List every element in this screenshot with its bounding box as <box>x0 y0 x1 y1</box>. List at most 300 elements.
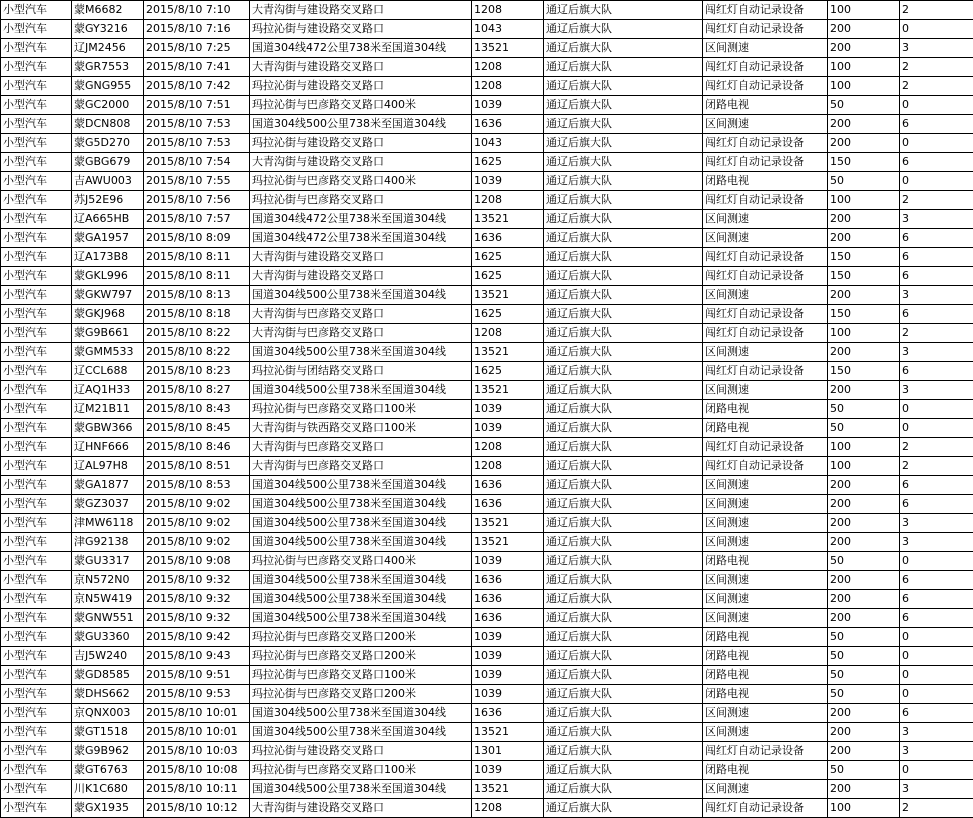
violation-code-cell[interactable]: 13521 <box>472 533 544 552</box>
vehicle-type-cell[interactable]: 小型汽车 <box>1 495 72 514</box>
location-cell[interactable]: 国道304线500公里738米至国道304线 <box>250 571 472 590</box>
vehicle-type-cell[interactable]: 小型汽车 <box>1 704 72 723</box>
violation-code-cell[interactable]: 1625 <box>472 153 544 172</box>
device-type-cell[interactable]: 区间测速 <box>703 495 828 514</box>
department-cell[interactable]: 通辽后旗大队 <box>544 400 703 419</box>
vehicle-type-cell[interactable]: 小型汽车 <box>1 457 72 476</box>
location-cell[interactable]: 玛拉沁街与建设路交叉路口 <box>250 20 472 39</box>
points-cell[interactable]: 0 <box>900 134 973 153</box>
location-cell[interactable]: 国道304线500公里738米至国道304线 <box>250 381 472 400</box>
location-cell[interactable]: 大青沟街与建设路交叉路口 <box>250 58 472 77</box>
device-type-cell[interactable]: 闭路电视 <box>703 552 828 571</box>
device-type-cell[interactable]: 闭路电视 <box>703 761 828 780</box>
vehicle-type-cell[interactable]: 小型汽车 <box>1 476 72 495</box>
violation-code-cell[interactable]: 1039 <box>472 172 544 191</box>
department-cell[interactable]: 通辽后旗大队 <box>544 115 703 134</box>
violation-code-cell[interactable]: 1636 <box>472 590 544 609</box>
datetime-cell[interactable]: 2015/8/10 9:43 <box>144 647 250 666</box>
fine-amount-cell[interactable]: 50 <box>828 628 900 647</box>
vehicle-type-cell[interactable]: 小型汽车 <box>1 571 72 590</box>
fine-amount-cell[interactable]: 50 <box>828 552 900 571</box>
violation-code-cell[interactable]: 1039 <box>472 647 544 666</box>
points-cell[interactable]: 3 <box>900 39 973 58</box>
vehicle-type-cell[interactable]: 小型汽车 <box>1 267 72 286</box>
datetime-cell[interactable]: 2015/8/10 9:02 <box>144 533 250 552</box>
fine-amount-cell[interactable]: 200 <box>828 343 900 362</box>
fine-amount-cell[interactable]: 100 <box>828 191 900 210</box>
department-cell[interactable]: 通辽后旗大队 <box>544 457 703 476</box>
plate-number-cell[interactable]: 辽AQ1H33 <box>72 381 144 400</box>
fine-amount-cell[interactable]: 100 <box>828 799 900 818</box>
vehicle-type-cell[interactable]: 小型汽车 <box>1 248 72 267</box>
violation-code-cell[interactable]: 1208 <box>472 77 544 96</box>
plate-number-cell[interactable]: 辽JM2456 <box>72 39 144 58</box>
points-cell[interactable]: 0 <box>900 666 973 685</box>
device-type-cell[interactable]: 闭路电视 <box>703 96 828 115</box>
datetime-cell[interactable]: 2015/8/10 7:55 <box>144 172 250 191</box>
vehicle-type-cell[interactable]: 小型汽车 <box>1 723 72 742</box>
department-cell[interactable]: 通辽后旗大队 <box>544 514 703 533</box>
points-cell[interactable]: 0 <box>900 647 973 666</box>
datetime-cell[interactable]: 2015/8/10 8:22 <box>144 343 250 362</box>
fine-amount-cell[interactable]: 100 <box>828 77 900 96</box>
department-cell[interactable]: 通辽后旗大队 <box>544 723 703 742</box>
plate-number-cell[interactable]: 蒙GR7553 <box>72 58 144 77</box>
vehicle-type-cell[interactable]: 小型汽车 <box>1 115 72 134</box>
plate-number-cell[interactable]: 蒙GU3317 <box>72 552 144 571</box>
plate-number-cell[interactable]: 吉J5W240 <box>72 647 144 666</box>
location-cell[interactable]: 大青沟街与建设路交叉路口 <box>250 153 472 172</box>
location-cell[interactable]: 国道304线500公里738米至国道304线 <box>250 476 472 495</box>
violation-code-cell[interactable]: 1208 <box>472 457 544 476</box>
datetime-cell[interactable]: 2015/8/10 7:42 <box>144 77 250 96</box>
vehicle-type-cell[interactable]: 小型汽车 <box>1 39 72 58</box>
device-type-cell[interactable]: 区间测速 <box>703 723 828 742</box>
points-cell[interactable]: 2 <box>900 58 973 77</box>
plate-number-cell[interactable]: 川K1C680 <box>72 780 144 799</box>
datetime-cell[interactable]: 2015/8/10 7:53 <box>144 134 250 153</box>
location-cell[interactable]: 国道304线500公里738米至国道304线 <box>250 115 472 134</box>
department-cell[interactable]: 通辽后旗大队 <box>544 305 703 324</box>
plate-number-cell[interactable]: 蒙G9B962 <box>72 742 144 761</box>
vehicle-type-cell[interactable]: 小型汽车 <box>1 324 72 343</box>
vehicle-type-cell[interactable]: 小型汽车 <box>1 666 72 685</box>
device-type-cell[interactable]: 区间测速 <box>703 476 828 495</box>
points-cell[interactable]: 6 <box>900 115 973 134</box>
violation-code-cell[interactable]: 1636 <box>472 571 544 590</box>
department-cell[interactable]: 通辽后旗大队 <box>544 647 703 666</box>
device-type-cell[interactable]: 闭路电视 <box>703 419 828 438</box>
fine-amount-cell[interactable]: 200 <box>828 609 900 628</box>
points-cell[interactable]: 0 <box>900 552 973 571</box>
fine-amount-cell[interactable]: 200 <box>828 134 900 153</box>
location-cell[interactable]: 玛拉沁街与建设路交叉路口 <box>250 134 472 153</box>
fine-amount-cell[interactable]: 200 <box>828 590 900 609</box>
vehicle-type-cell[interactable]: 小型汽车 <box>1 552 72 571</box>
location-cell[interactable]: 玛拉沁街与巴彦路交叉路口200米 <box>250 628 472 647</box>
fine-amount-cell[interactable]: 50 <box>828 400 900 419</box>
fine-amount-cell[interactable]: 200 <box>828 742 900 761</box>
department-cell[interactable]: 通辽后旗大队 <box>544 286 703 305</box>
fine-amount-cell[interactable]: 200 <box>828 495 900 514</box>
datetime-cell[interactable]: 2015/8/10 7:54 <box>144 153 250 172</box>
violation-code-cell[interactable]: 13521 <box>472 381 544 400</box>
location-cell[interactable]: 国道304线472公里738米至国道304线 <box>250 210 472 229</box>
datetime-cell[interactable]: 2015/8/10 9:02 <box>144 495 250 514</box>
points-cell[interactable]: 0 <box>900 419 973 438</box>
plate-number-cell[interactable]: 蒙GBG679 <box>72 153 144 172</box>
points-cell[interactable]: 3 <box>900 286 973 305</box>
violation-code-cell[interactable]: 1039 <box>472 666 544 685</box>
fine-amount-cell[interactable]: 100 <box>828 324 900 343</box>
location-cell[interactable]: 国道304线500公里738米至国道304线 <box>250 533 472 552</box>
violation-code-cell[interactable]: 1625 <box>472 267 544 286</box>
violation-code-cell[interactable]: 1636 <box>472 704 544 723</box>
plate-number-cell[interactable]: 蒙M6682 <box>72 1 144 20</box>
department-cell[interactable]: 通辽后旗大队 <box>544 761 703 780</box>
fine-amount-cell[interactable]: 100 <box>828 58 900 77</box>
plate-number-cell[interactable]: 辽A173B8 <box>72 248 144 267</box>
department-cell[interactable]: 通辽后旗大队 <box>544 134 703 153</box>
fine-amount-cell[interactable]: 100 <box>828 1 900 20</box>
points-cell[interactable]: 6 <box>900 476 973 495</box>
fine-amount-cell[interactable]: 200 <box>828 381 900 400</box>
fine-amount-cell[interactable]: 200 <box>828 704 900 723</box>
points-cell[interactable]: 6 <box>900 571 973 590</box>
points-cell[interactable]: 3 <box>900 723 973 742</box>
points-cell[interactable]: 6 <box>900 609 973 628</box>
device-type-cell[interactable]: 区间测速 <box>703 704 828 723</box>
location-cell[interactable]: 玛拉沁街与建设路交叉路口 <box>250 742 472 761</box>
fine-amount-cell[interactable]: 200 <box>828 476 900 495</box>
datetime-cell[interactable]: 2015/8/10 8:45 <box>144 419 250 438</box>
datetime-cell[interactable]: 2015/8/10 7:56 <box>144 191 250 210</box>
device-type-cell[interactable]: 闯红灯自动记录设备 <box>703 799 828 818</box>
fine-amount-cell[interactable]: 100 <box>828 457 900 476</box>
department-cell[interactable]: 通辽后旗大队 <box>544 248 703 267</box>
points-cell[interactable]: 0 <box>900 172 973 191</box>
datetime-cell[interactable]: 2015/8/10 9:32 <box>144 609 250 628</box>
device-type-cell[interactable]: 闯红灯自动记录设备 <box>703 191 828 210</box>
device-type-cell[interactable]: 区间测速 <box>703 286 828 305</box>
plate-number-cell[interactable]: 苏J52E96 <box>72 191 144 210</box>
fine-amount-cell[interactable]: 200 <box>828 571 900 590</box>
points-cell[interactable]: 0 <box>900 400 973 419</box>
plate-number-cell[interactable]: 蒙GKJ968 <box>72 305 144 324</box>
vehicle-type-cell[interactable]: 小型汽车 <box>1 799 72 818</box>
location-cell[interactable]: 国道304线500公里738米至国道304线 <box>250 514 472 533</box>
points-cell[interactable]: 2 <box>900 457 973 476</box>
device-type-cell[interactable]: 闯红灯自动记录设备 <box>703 58 828 77</box>
department-cell[interactable]: 通辽后旗大队 <box>544 571 703 590</box>
violation-code-cell[interactable]: 1636 <box>472 495 544 514</box>
department-cell[interactable]: 通辽后旗大队 <box>544 476 703 495</box>
datetime-cell[interactable]: 2015/8/10 8:51 <box>144 457 250 476</box>
department-cell[interactable]: 通辽后旗大队 <box>544 438 703 457</box>
device-type-cell[interactable]: 闯红灯自动记录设备 <box>703 438 828 457</box>
points-cell[interactable]: 2 <box>900 77 973 96</box>
violation-code-cell[interactable]: 1208 <box>472 1 544 20</box>
plate-number-cell[interactable]: 京N572N0 <box>72 571 144 590</box>
datetime-cell[interactable]: 2015/8/10 10:11 <box>144 780 250 799</box>
device-type-cell[interactable]: 闭路电视 <box>703 666 828 685</box>
plate-number-cell[interactable]: 蒙DHS662 <box>72 685 144 704</box>
fine-amount-cell[interactable]: 200 <box>828 533 900 552</box>
violation-code-cell[interactable]: 1039 <box>472 400 544 419</box>
department-cell[interactable]: 通辽后旗大队 <box>544 39 703 58</box>
department-cell[interactable]: 通辽后旗大队 <box>544 609 703 628</box>
fine-amount-cell[interactable]: 50 <box>828 666 900 685</box>
device-type-cell[interactable]: 闭路电视 <box>703 647 828 666</box>
device-type-cell[interactable]: 闯红灯自动记录设备 <box>703 1 828 20</box>
violation-code-cell[interactable]: 1208 <box>472 799 544 818</box>
device-type-cell[interactable]: 区间测速 <box>703 780 828 799</box>
department-cell[interactable]: 通辽后旗大队 <box>544 153 703 172</box>
device-type-cell[interactable]: 区间测速 <box>703 571 828 590</box>
device-type-cell[interactable]: 区间测速 <box>703 39 828 58</box>
datetime-cell[interactable]: 2015/8/10 9:32 <box>144 571 250 590</box>
plate-number-cell[interactable]: 蒙GT6763 <box>72 761 144 780</box>
department-cell[interactable]: 通辽后旗大队 <box>544 267 703 286</box>
violation-code-cell[interactable]: 13521 <box>472 723 544 742</box>
points-cell[interactable]: 0 <box>900 685 973 704</box>
points-cell[interactable]: 3 <box>900 343 973 362</box>
violation-code-cell[interactable]: 1208 <box>472 438 544 457</box>
vehicle-type-cell[interactable]: 小型汽车 <box>1 77 72 96</box>
fine-amount-cell[interactable]: 150 <box>828 248 900 267</box>
violation-code-cell[interactable]: 1039 <box>472 628 544 647</box>
plate-number-cell[interactable]: 辽HNF666 <box>72 438 144 457</box>
department-cell[interactable]: 通辽后旗大队 <box>544 799 703 818</box>
department-cell[interactable]: 通辽后旗大队 <box>544 685 703 704</box>
violation-code-cell[interactable]: 1043 <box>472 20 544 39</box>
device-type-cell[interactable]: 区间测速 <box>703 381 828 400</box>
datetime-cell[interactable]: 2015/8/10 8:18 <box>144 305 250 324</box>
vehicle-type-cell[interactable]: 小型汽车 <box>1 742 72 761</box>
datetime-cell[interactable]: 2015/8/10 9:02 <box>144 514 250 533</box>
plate-number-cell[interactable]: 蒙GKW797 <box>72 286 144 305</box>
location-cell[interactable]: 玛拉沁街与巴彦路交叉路口 <box>250 191 472 210</box>
vehicle-type-cell[interactable]: 小型汽车 <box>1 514 72 533</box>
points-cell[interactable]: 0 <box>900 96 973 115</box>
department-cell[interactable]: 通辽后旗大队 <box>544 96 703 115</box>
vehicle-type-cell[interactable]: 小型汽车 <box>1 590 72 609</box>
device-type-cell[interactable]: 闯红灯自动记录设备 <box>703 20 828 39</box>
location-cell[interactable]: 玛拉沁街与巴彦路交叉路口100米 <box>250 400 472 419</box>
violation-code-cell[interactable]: 1039 <box>472 552 544 571</box>
fine-amount-cell[interactable]: 200 <box>828 286 900 305</box>
fine-amount-cell[interactable]: 50 <box>828 96 900 115</box>
department-cell[interactable]: 通辽后旗大队 <box>544 229 703 248</box>
points-cell[interactable]: 6 <box>900 267 973 286</box>
violation-code-cell[interactable]: 1039 <box>472 761 544 780</box>
device-type-cell[interactable]: 闯红灯自动记录设备 <box>703 457 828 476</box>
points-cell[interactable]: 3 <box>900 381 973 400</box>
department-cell[interactable]: 通辽后旗大队 <box>544 191 703 210</box>
datetime-cell[interactable]: 2015/8/10 7:10 <box>144 1 250 20</box>
datetime-cell[interactable]: 2015/8/10 7:16 <box>144 20 250 39</box>
location-cell[interactable]: 国道304线500公里738米至国道304线 <box>250 343 472 362</box>
vehicle-type-cell[interactable]: 小型汽车 <box>1 58 72 77</box>
department-cell[interactable]: 通辽后旗大队 <box>544 419 703 438</box>
fine-amount-cell[interactable]: 150 <box>828 362 900 381</box>
violation-code-cell[interactable]: 13521 <box>472 210 544 229</box>
location-cell[interactable]: 玛拉沁街与巴彦路交叉路口400米 <box>250 96 472 115</box>
violation-code-cell[interactable]: 1043 <box>472 134 544 153</box>
device-type-cell[interactable]: 区间测速 <box>703 533 828 552</box>
vehicle-type-cell[interactable]: 小型汽车 <box>1 438 72 457</box>
vehicle-type-cell[interactable]: 小型汽车 <box>1 628 72 647</box>
department-cell[interactable]: 通辽后旗大队 <box>544 77 703 96</box>
fine-amount-cell[interactable]: 200 <box>828 780 900 799</box>
plate-number-cell[interactable]: 蒙GX1935 <box>72 799 144 818</box>
vehicle-type-cell[interactable]: 小型汽车 <box>1 134 72 153</box>
violation-code-cell[interactable]: 1039 <box>472 96 544 115</box>
fine-amount-cell[interactable]: 50 <box>828 419 900 438</box>
datetime-cell[interactable]: 2015/8/10 7:25 <box>144 39 250 58</box>
datetime-cell[interactable]: 2015/8/10 8:13 <box>144 286 250 305</box>
violation-code-cell[interactable]: 13521 <box>472 780 544 799</box>
points-cell[interactable]: 2 <box>900 1 973 20</box>
department-cell[interactable]: 通辽后旗大队 <box>544 495 703 514</box>
plate-number-cell[interactable]: 津MW6118 <box>72 514 144 533</box>
department-cell[interactable]: 通辽后旗大队 <box>544 381 703 400</box>
plate-number-cell[interactable]: 蒙GY3216 <box>72 20 144 39</box>
fine-amount-cell[interactable]: 200 <box>828 20 900 39</box>
vehicle-type-cell[interactable]: 小型汽车 <box>1 381 72 400</box>
plate-number-cell[interactable]: 蒙GA1877 <box>72 476 144 495</box>
location-cell[interactable]: 大青沟街与建设路交叉路口 <box>250 1 472 20</box>
fine-amount-cell[interactable]: 200 <box>828 115 900 134</box>
location-cell[interactable]: 国道304线500公里738米至国道304线 <box>250 590 472 609</box>
device-type-cell[interactable]: 闯红灯自动记录设备 <box>703 77 828 96</box>
plate-number-cell[interactable]: 京N5W419 <box>72 590 144 609</box>
datetime-cell[interactable]: 2015/8/10 8:22 <box>144 324 250 343</box>
fine-amount-cell[interactable]: 200 <box>828 514 900 533</box>
fine-amount-cell[interactable]: 200 <box>828 39 900 58</box>
datetime-cell[interactable]: 2015/8/10 10:01 <box>144 704 250 723</box>
location-cell[interactable]: 大青沟街与巴彦路交叉路口 <box>250 305 472 324</box>
plate-number-cell[interactable]: 津G92138 <box>72 533 144 552</box>
vehicle-type-cell[interactable]: 小型汽车 <box>1 20 72 39</box>
location-cell[interactable]: 玛拉沁街与巴彦路交叉路口100米 <box>250 761 472 780</box>
vehicle-type-cell[interactable]: 小型汽车 <box>1 286 72 305</box>
violation-code-cell[interactable]: 1636 <box>472 115 544 134</box>
plate-number-cell[interactable]: 蒙GKL996 <box>72 267 144 286</box>
points-cell[interactable]: 3 <box>900 514 973 533</box>
department-cell[interactable]: 通辽后旗大队 <box>544 58 703 77</box>
device-type-cell[interactable]: 闯红灯自动记录设备 <box>703 248 828 267</box>
department-cell[interactable]: 通辽后旗大队 <box>544 704 703 723</box>
device-type-cell[interactable]: 闯红灯自动记录设备 <box>703 153 828 172</box>
datetime-cell[interactable]: 2015/8/10 9:53 <box>144 685 250 704</box>
plate-number-cell[interactable]: 蒙GT1518 <box>72 723 144 742</box>
location-cell[interactable]: 大青沟街与铁西路交叉路口100米 <box>250 419 472 438</box>
location-cell[interactable]: 国道304线500公里738米至国道304线 <box>250 723 472 742</box>
datetime-cell[interactable]: 2015/8/10 8:46 <box>144 438 250 457</box>
points-cell[interactable]: 2 <box>900 438 973 457</box>
vehicle-type-cell[interactable]: 小型汽车 <box>1 647 72 666</box>
plate-number-cell[interactable]: 蒙G9B661 <box>72 324 144 343</box>
vehicle-type-cell[interactable]: 小型汽车 <box>1 609 72 628</box>
fine-amount-cell[interactable]: 50 <box>828 685 900 704</box>
points-cell[interactable]: 6 <box>900 704 973 723</box>
plate-number-cell[interactable]: 蒙GZ3037 <box>72 495 144 514</box>
violation-code-cell[interactable]: 1625 <box>472 362 544 381</box>
vehicle-type-cell[interactable]: 小型汽车 <box>1 229 72 248</box>
department-cell[interactable]: 通辽后旗大队 <box>544 666 703 685</box>
plate-number-cell[interactable]: 辽AL97H8 <box>72 457 144 476</box>
vehicle-type-cell[interactable]: 小型汽车 <box>1 172 72 191</box>
datetime-cell[interactable]: 2015/8/10 8:53 <box>144 476 250 495</box>
location-cell[interactable]: 玛拉沁街与团结路交叉路口 <box>250 362 472 381</box>
plate-number-cell[interactable]: 蒙GA1957 <box>72 229 144 248</box>
location-cell[interactable]: 大青沟街与巴彦路交叉路口 <box>250 457 472 476</box>
vehicle-type-cell[interactable]: 小型汽车 <box>1 685 72 704</box>
vehicle-type-cell[interactable]: 小型汽车 <box>1 419 72 438</box>
fine-amount-cell[interactable]: 50 <box>828 172 900 191</box>
points-cell[interactable]: 2 <box>900 324 973 343</box>
datetime-cell[interactable]: 2015/8/10 9:51 <box>144 666 250 685</box>
location-cell[interactable]: 大青沟街与建设路交叉路口 <box>250 799 472 818</box>
datetime-cell[interactable]: 2015/8/10 10:08 <box>144 761 250 780</box>
location-cell[interactable]: 玛拉沁街与巴彦路交叉路口200米 <box>250 685 472 704</box>
datetime-cell[interactable]: 2015/8/10 8:43 <box>144 400 250 419</box>
datetime-cell[interactable]: 2015/8/10 7:51 <box>144 96 250 115</box>
fine-amount-cell[interactable]: 150 <box>828 153 900 172</box>
points-cell[interactable]: 6 <box>900 305 973 324</box>
datetime-cell[interactable]: 2015/8/10 10:01 <box>144 723 250 742</box>
location-cell[interactable]: 玛拉沁街与巴彦路交叉路口100米 <box>250 666 472 685</box>
location-cell[interactable]: 大青沟街与巴彦路交叉路口 <box>250 324 472 343</box>
vehicle-type-cell[interactable]: 小型汽车 <box>1 343 72 362</box>
plate-number-cell[interactable]: 蒙GNG955 <box>72 77 144 96</box>
violation-code-cell[interactable]: 1625 <box>472 248 544 267</box>
vehicle-type-cell[interactable]: 小型汽车 <box>1 153 72 172</box>
device-type-cell[interactable]: 区间测速 <box>703 229 828 248</box>
device-type-cell[interactable]: 闭路电视 <box>703 685 828 704</box>
violation-code-cell[interactable]: 13521 <box>472 286 544 305</box>
department-cell[interactable]: 通辽后旗大队 <box>544 590 703 609</box>
device-type-cell[interactable]: 闯红灯自动记录设备 <box>703 324 828 343</box>
violation-code-cell[interactable]: 1301 <box>472 742 544 761</box>
datetime-cell[interactable]: 2015/8/10 8:27 <box>144 381 250 400</box>
vehicle-type-cell[interactable]: 小型汽车 <box>1 1 72 20</box>
vehicle-type-cell[interactable]: 小型汽车 <box>1 400 72 419</box>
location-cell[interactable]: 国道304线500公里738米至国道304线 <box>250 780 472 799</box>
plate-number-cell[interactable]: 蒙GU3360 <box>72 628 144 647</box>
violation-code-cell[interactable]: 1208 <box>472 191 544 210</box>
vehicle-type-cell[interactable]: 小型汽车 <box>1 191 72 210</box>
datetime-cell[interactable]: 2015/8/10 9:42 <box>144 628 250 647</box>
device-type-cell[interactable]: 闯红灯自动记录设备 <box>703 305 828 324</box>
location-cell[interactable]: 玛拉沁街与巴彦路交叉路口200米 <box>250 647 472 666</box>
vehicle-type-cell[interactable]: 小型汽车 <box>1 761 72 780</box>
department-cell[interactable]: 通辽后旗大队 <box>544 172 703 191</box>
points-cell[interactable]: 6 <box>900 590 973 609</box>
fine-amount-cell[interactable]: 100 <box>828 438 900 457</box>
violation-code-cell[interactable]: 1039 <box>472 419 544 438</box>
points-cell[interactable]: 0 <box>900 628 973 647</box>
points-cell[interactable]: 3 <box>900 210 973 229</box>
violation-code-cell[interactable]: 13521 <box>472 343 544 362</box>
device-type-cell[interactable]: 闯红灯自动记录设备 <box>703 362 828 381</box>
location-cell[interactable]: 国道304线472公里738米至国道304线 <box>250 39 472 58</box>
points-cell[interactable]: 0 <box>900 20 973 39</box>
device-type-cell[interactable]: 区间测速 <box>703 115 828 134</box>
violation-code-cell[interactable]: 1208 <box>472 58 544 77</box>
vehicle-type-cell[interactable]: 小型汽车 <box>1 305 72 324</box>
